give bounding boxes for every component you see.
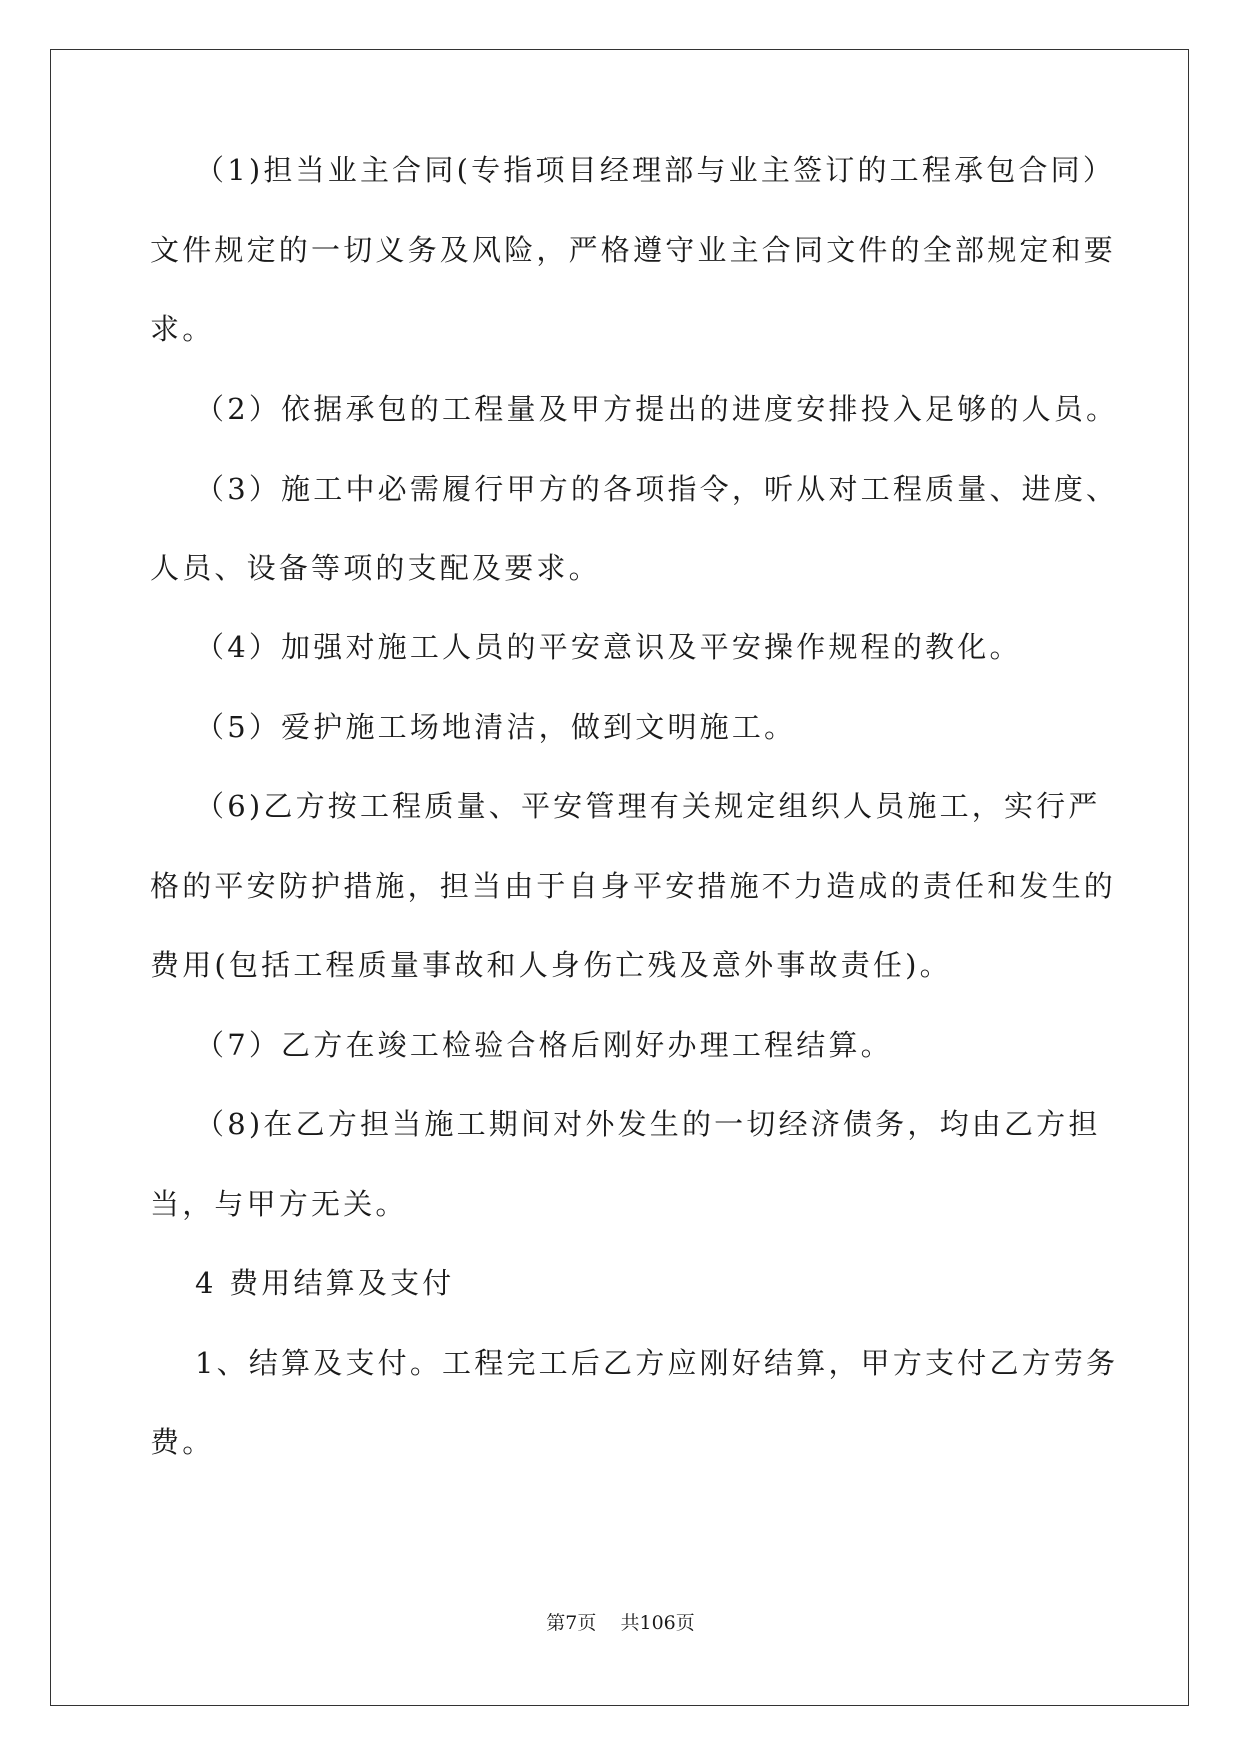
text-line: （5）爱护施工场地清洁，做到文明施工。 xyxy=(195,710,797,744)
text-line: 文件规定的一切义务及风险，严格遵守业主合同文件的全部规定和要 xyxy=(150,233,1117,267)
text-line: 人员、设备等项的支配及要求。 xyxy=(150,551,601,585)
total-pages: 共106页 xyxy=(620,1612,695,1634)
text-line: 费。 xyxy=(150,1425,215,1459)
text-line: 1、结算及支付。工程完工后乙方应刚好结算，甲方支付乙方劳务 xyxy=(195,1346,1119,1380)
text-line: （4）加强对施工人员的平安意识及平安操作规程的教化。 xyxy=(195,630,1022,664)
text-line: （7）乙方在竣工检验合格后刚好办理工程结算。 xyxy=(195,1028,893,1062)
text-line: （3）施工中必需履行甲方的各项指令，听从对工程质量、进度、 xyxy=(195,472,1119,506)
text-line: 求。 xyxy=(150,312,215,346)
text-line: 当，与甲方无关。 xyxy=(150,1187,408,1221)
text-line: （6)乙方按工程质量、平安管理有关规定组织人员施工，实行严 xyxy=(195,789,1101,823)
text-line: 格的平安防护措施，担当由于自身平安措施不力造成的责任和发生的 xyxy=(150,869,1117,903)
text-line: （8)在乙方担当施工期间对外发生的一切经济债务，均由乙方担 xyxy=(195,1107,1101,1141)
text-line: 费用(包括工程质量事故和人身伤亡残及意外事故责任)。 xyxy=(150,948,952,982)
page-number: 第7页 xyxy=(546,1612,597,1634)
text-line: （2）依据承包的工程量及甲方提出的进度安排投入足够的人员。 xyxy=(195,392,1119,426)
section-heading: 4 费用结算及支付 xyxy=(195,1266,455,1300)
text-line: （1)担当业主合同(专指项目经理部与业主签订的工程承包合同） xyxy=(195,153,1116,187)
page-footer xyxy=(0,1611,1241,1635)
